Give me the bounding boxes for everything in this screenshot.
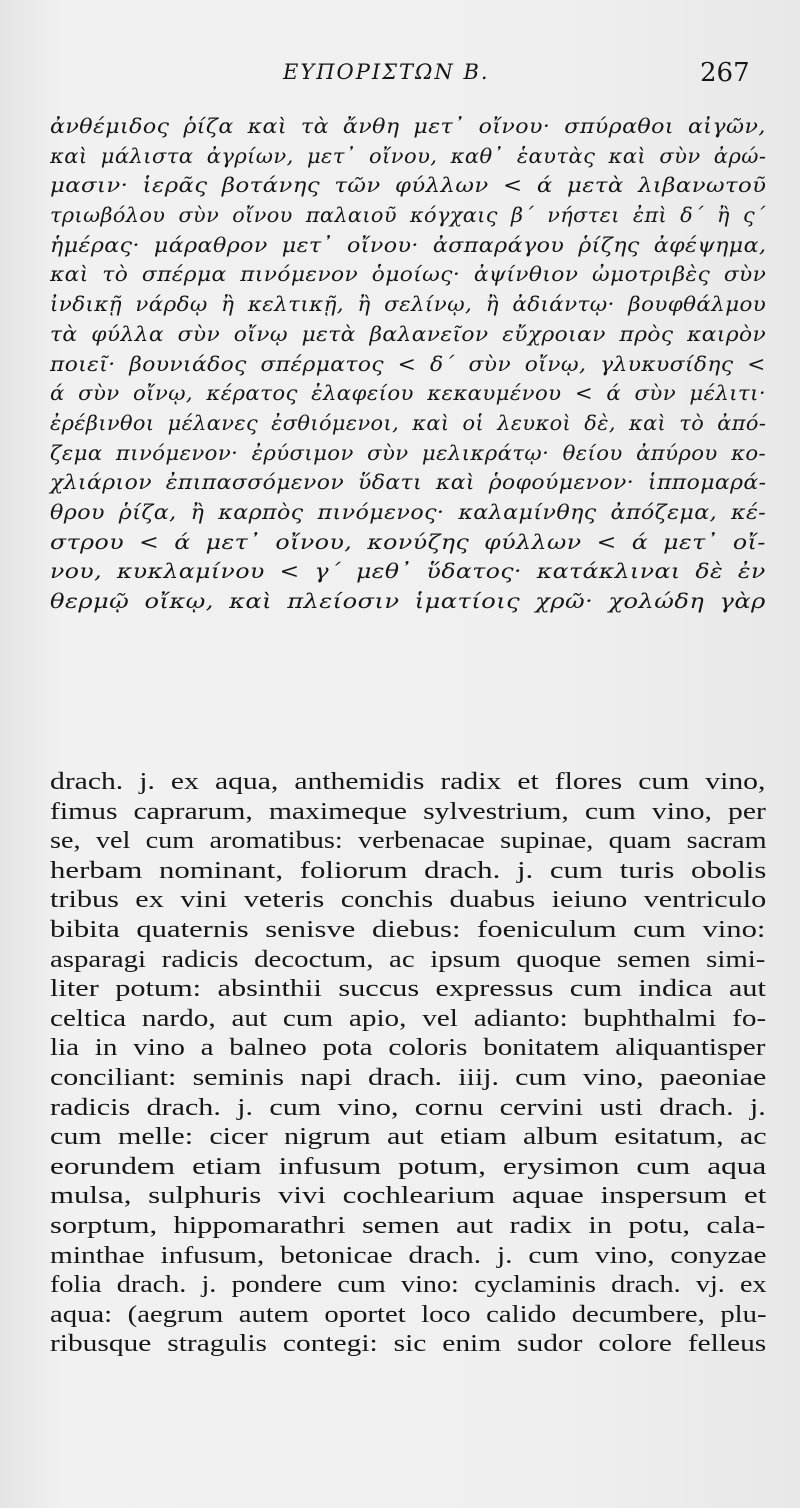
greek-line: στρου < ά μετ᾽ οἴνου, κονύζης φύλλων < ά μετ᾽ οἴ- (50, 529, 766, 554)
greek-line: καὶ μάλιστα ἀγρίων, μετ᾽ οἴνου, καθ᾽ ἑαυτὰς καὶ σὺν ἀρώ- (50, 143, 767, 168)
latin-line: celtica nardo, aut cum apio, vel adianto: buphthalmi fo- (50, 1005, 767, 1032)
greek-line: καὶ τὸ σπέρμα πινόμενον ὁμοίως· ἀψίνθιον ὠμοτριβὲς σὺν (50, 262, 767, 287)
running-header (0, 58, 800, 98)
greek-line: ἀνθέμιδος ῥίζα καὶ τὰ ἄνθη μετ᾽ οἴνου· σπύραθοι αἰγῶν, (50, 114, 766, 138)
greek-line: ἐρέβινθοι μέλανες ἐσθιόμενοι, καὶ οἱ λευκοὶ δὲ, καὶ τὸ ἀπό- (50, 410, 767, 435)
latin-line: herbam nominant, foliorum drach. j. cum turis obolis (50, 857, 767, 884)
latin-text-block (50, 768, 766, 1360)
latin-line: sorptum, hippomarathri semen aut radix in potu, cala- (50, 1212, 766, 1239)
running-title: ΕΥΠΟΡΙΣΤΩΝ Β. (283, 60, 490, 84)
latin-line: fimus caprarum, maximeque sylvestrium, cum vino, per (50, 798, 766, 825)
greek-line: τριωβόλου σὺν οἴνου παλαιοῦ κόγχαις β΄ νήστει ἐπὶ δ΄ ἢ ς΄ (50, 203, 766, 228)
latin-line: mulsa, sulphuris vivi cochlearium aquae inspersum et (50, 1183, 767, 1210)
latin-line: minthae infusum, betonicae drach. j. cum vino, conyzae (50, 1242, 767, 1269)
latin-line: conciliant: seminis napi drach. iiij. cum vino, paeoniae (50, 1064, 767, 1091)
latin-line: drach. j. ex aqua, anthemidis radix et flores cum vino, (50, 769, 766, 795)
latin-line: cum melle: cicer nigrum aut etiam album esitatum, ac (50, 1124, 767, 1151)
greek-line: νου, κυκλαμίνου < γ΄ μεθ᾽ ὕδατος· κατάκλιναι δὲ ἐν (50, 559, 766, 584)
greek-line: ά σὺν οἴνῳ, κέρατος ἐλαφείου κεκαυμένου < ά σὺν μέλιτι· (50, 381, 766, 406)
latin-line: tribus ex vini veteris conchis duabus ieiuno ventriculo (50, 887, 767, 914)
latin-line: folia drach. j. pondere cum vino: cyclaminis drach. vj. ex (50, 1272, 767, 1299)
latin-line: eorundem etiam infusum potum, erysimon cum aqua (50, 1153, 767, 1180)
latin-line: ribusque stragulis contegi: sic enim sudor colore felleus (50, 1331, 767, 1358)
greek-line: ποιεῖ· βουνιάδος σπέρματος < δ΄ σὺν οἴνῳ, γλυκυσίδης < (50, 351, 766, 376)
greek-line: μασιν· ἱερᾶς βοτάνης τῶν φύλλων < ά μετὰ λιβανωτοῦ (50, 173, 767, 198)
greek-line: ἡμέρας· μάραθρον μετ᾽ οἴνου· ἀσπαράγου ῥίζης ἀφέψημα, (50, 232, 767, 257)
latin-line: radicis drach. j. cum vino, cornu cervini usti drach. j. (50, 1094, 766, 1121)
greek-line: θρου ῥίζα, ἢ καρπὸς πινόμενος· καλαμίνθης ἀπόζεμα, κέ- (50, 499, 767, 524)
greek-line: ἰνδικῇ νάρδῳ ἢ κελτικῇ, ἢ σελίνῳ, ἢ ἀδιάντῳ· βουφθάλμου (50, 292, 767, 317)
greek-line: ζεμα πινόμενον· ἐρύσιμον σὺν μελικράτῳ· θείου ἀπύρου κο- (50, 440, 767, 465)
latin-line: liter potum: absinthii succus expressus cum indica aut (50, 976, 766, 1003)
greek-text-block (50, 112, 766, 617)
latin-line: aqua: (aegrum autem oportet loco calido decumbere, plu- (50, 1301, 767, 1328)
latin-line: lia in vino a balneo pota coloris bonitatem aliquantisper (50, 1035, 766, 1062)
greek-line: χλιάριον ἐπιπασσόμενον ὕδατι καὶ ῥοφούμενον· ἱππομαρά- (50, 470, 767, 495)
latin-line: se, vel cum aromatibus: verbenacae supinae, quam sacram (50, 828, 767, 855)
latin-line: bibita quaternis senisve diebus: foeniculum cum vino: (50, 916, 766, 943)
greek-line: θερμῷ οἴκῳ, καὶ πλείοσιν ἱματίοις χρῶ· χολώδη γὰρ (50, 589, 766, 613)
latin-line: asparagi radicis decoctum, ac ipsum quoque semen simi- (50, 946, 766, 973)
page-number: 267 (700, 58, 750, 88)
greek-line: τὰ φύλλα σὺν οἴνῳ μετὰ βαλανεῖον εὔχροιαν πρὸς καιρὸν (50, 321, 767, 346)
